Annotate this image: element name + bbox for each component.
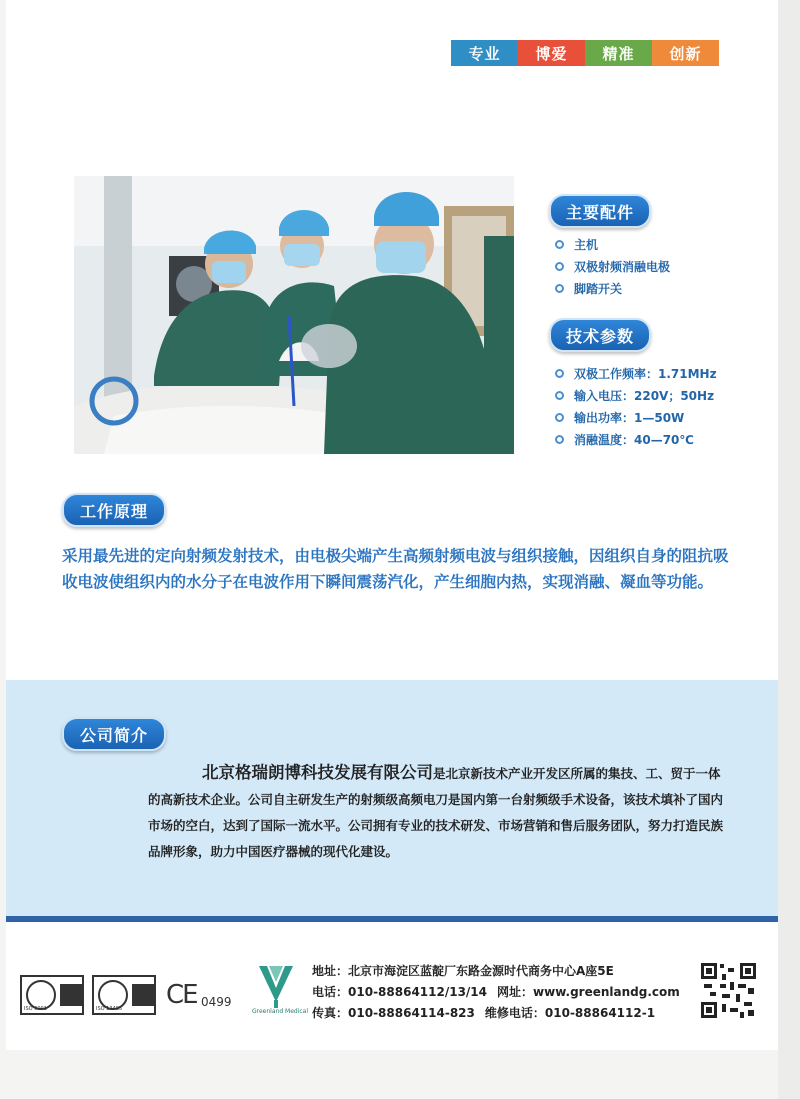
tag-professional: 专业 (451, 40, 518, 66)
list-item-label: 双极工作频率：1.71MHz (574, 366, 717, 381)
fax-row (312, 1003, 680, 1024)
ce-mark: CE (166, 980, 197, 1010)
checkmark-icon (132, 984, 154, 1006)
iso9001-label: ISO 9001 (24, 1006, 47, 1012)
list-item-label: 主机 (574, 237, 599, 252)
bullet-icon (555, 435, 564, 444)
logo-text: Greenland Medical (252, 1008, 309, 1015)
fax-value: 010-88864114-823 (348, 1006, 475, 1020)
company-description: 是北京新技术产业开发区所属的集技、工、贸于一体的高新技术企业。公司自主研发生产的射频级高频电刀是国内第一台射频级手术设备，该技术填补了国内市场的空白，达到了国际一流水平。公司拥有专业的技术研发、市场营销和售后服务团队，努力打造民族品牌形象，助力中国医疗器械的现代化建设。 (148, 766, 724, 859)
list-item-label: 脚踏开关 (574, 281, 623, 296)
principle-text: 采用最先进的定向射频发射技术，由电极尖端产生高频射频电波与组织接触，因组织自身的阻抗吸收电波使组织内的水分子在电波作用下瞬间震荡汽化，产生细胞内热，实现消融、凝血等功能。 (62, 547, 729, 591)
principle-title-text: 工作原理 (79, 501, 148, 521)
phone-value: 010-88864112/13/14 (348, 985, 488, 999)
list-item (555, 277, 670, 299)
phone-label: 电话： (312, 985, 349, 999)
web-label: 网址： (497, 985, 534, 999)
web-link[interactable]: www.greenlandg.com (533, 985, 680, 999)
accessories-title-text: 主要配件 (565, 202, 634, 222)
bullet-icon (555, 284, 564, 293)
address-value: 北京市海淀区蓝靛厂东路金源时代商务中心A座5E (348, 964, 614, 978)
iso9001-badge (20, 975, 84, 1015)
bullet-icon (555, 369, 564, 378)
phone-row (312, 982, 680, 1003)
accessories-title (549, 194, 651, 228)
tag-love: 博爱 (518, 40, 585, 66)
bullet-icon (555, 413, 564, 422)
principle-title (62, 493, 166, 527)
address-row (312, 961, 680, 982)
specs-list (555, 362, 717, 450)
iso13485-label: ISO 13485 (96, 1006, 123, 1012)
company-title-text: 公司简介 (79, 725, 148, 745)
surgery-photo (74, 176, 514, 454)
tag-precise: 精准 (585, 40, 652, 66)
bullet-icon (555, 262, 564, 271)
list-item-label: 输入电压：220V；50Hz (574, 388, 715, 403)
list-item (555, 255, 670, 277)
repair-value: 010-88864112-1 (544, 1006, 656, 1020)
contact-info (312, 961, 680, 1024)
list-item (555, 233, 670, 255)
slogan-tags (451, 40, 719, 66)
company-title (62, 717, 166, 751)
iso13485-badge (92, 975, 156, 1015)
list-item-label: 双极射频消融电极 (574, 259, 671, 274)
ce-number: 0499 (201, 995, 232, 1009)
company-text (148, 760, 723, 865)
checkmark-icon (60, 984, 82, 1006)
scan-edge (778, 0, 800, 1099)
list-item (555, 428, 717, 450)
specs-title (549, 318, 651, 352)
divider (6, 916, 778, 922)
tag-innovation: 创新 (652, 40, 719, 66)
list-item (555, 384, 717, 406)
address-label: 地址： (312, 964, 349, 978)
list-item-label: 输出功率：1—50W (574, 410, 685, 425)
bullet-icon (555, 240, 564, 249)
accessories-list (555, 233, 670, 299)
bullet-icon (555, 391, 564, 400)
specs-title-text: 技术参数 (565, 326, 634, 346)
list-item-label: 消融温度：40—70℃ (574, 432, 694, 447)
qr-code-icon (700, 962, 757, 1019)
company-name: 北京格瑞朗博科技发展有限公司 (202, 763, 433, 782)
list-item (555, 406, 717, 428)
list-item (555, 362, 717, 384)
fax-label: 传真： (312, 1006, 349, 1020)
repair-label: 维修电话： (484, 1006, 545, 1020)
